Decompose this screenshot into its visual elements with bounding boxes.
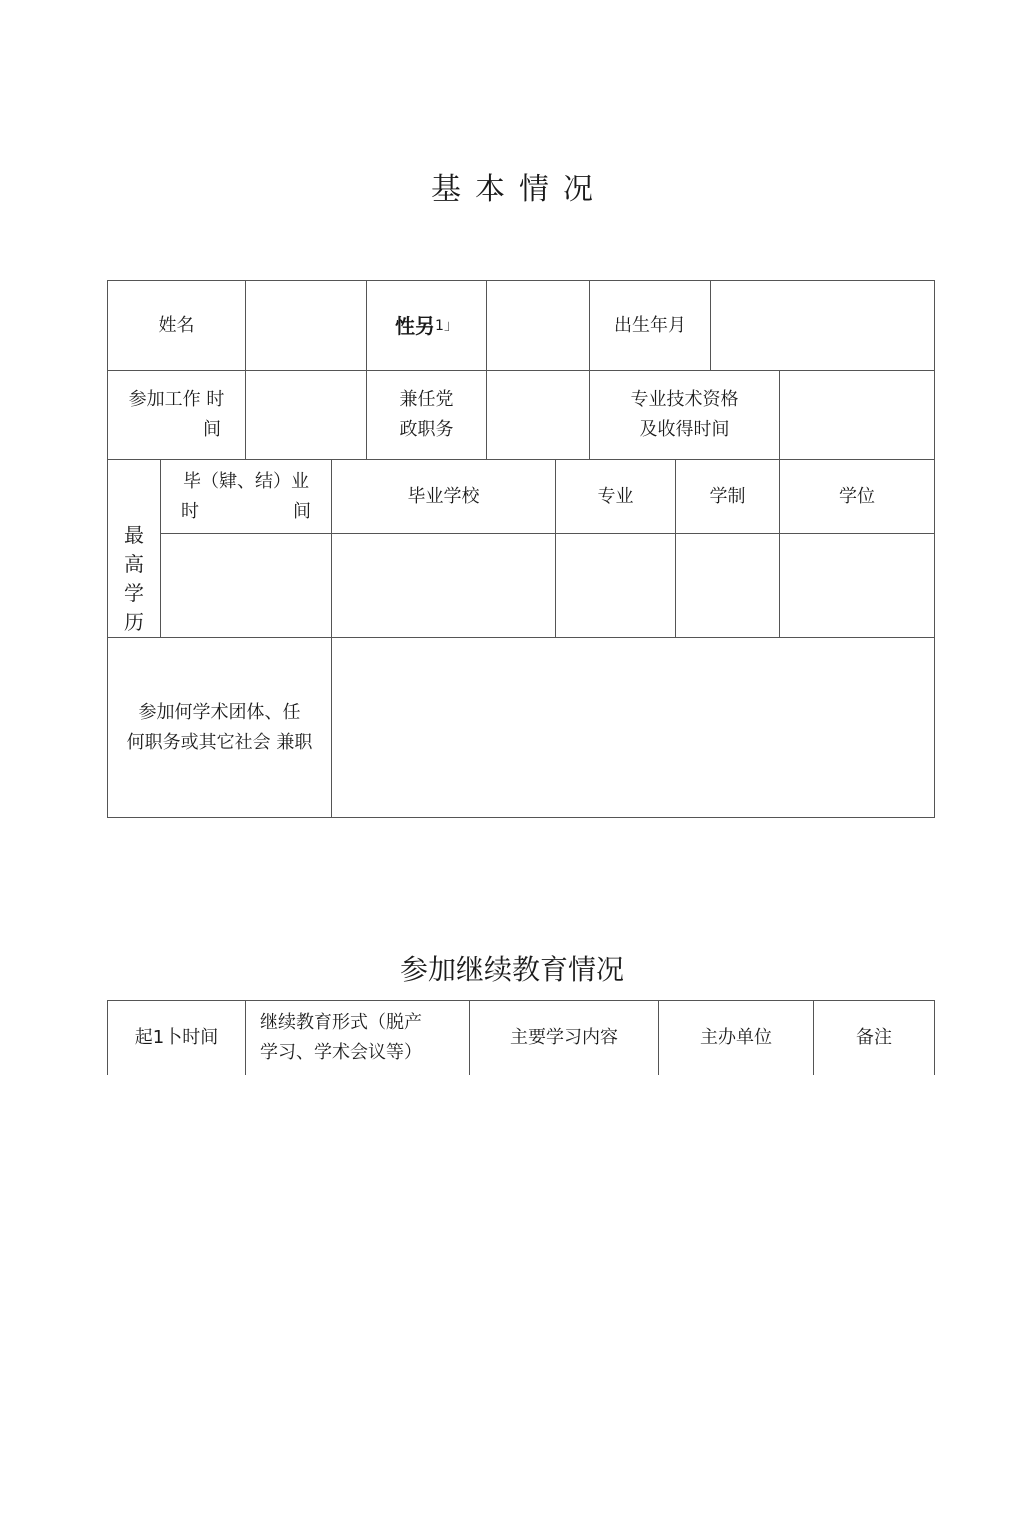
study-content-header: 主要学习内容 (510, 1027, 618, 1048)
graduation-time-field[interactable] (161, 534, 331, 637)
party-post-field[interactable] (487, 371, 589, 459)
organizer-header: 主办单位 (700, 1027, 772, 1048)
major-field[interactable] (556, 534, 675, 637)
qualification-label: 专业技术资格 及收得时间 (630, 389, 739, 440)
highest-education-label: 最 高 学 历 (124, 523, 144, 634)
school-label: 毕业学校 (407, 485, 480, 507)
duration-label: 学制 (709, 485, 746, 507)
major-label: 专业 (597, 485, 634, 507)
period-header: 起1卜时间 (134, 1027, 219, 1048)
table-line (107, 817, 935, 818)
birth-date-label: 出生年月 (614, 314, 686, 336)
page-title-basic-info: 基本情况 (431, 172, 607, 207)
work-start-time-field[interactable] (246, 371, 366, 459)
graduation-time-label: 毕（肄、结）业 时 间 (181, 470, 311, 522)
gender-label: 性另 1」 (395, 313, 458, 338)
academic-society-label: 参加何学术团体、任 何职务或其它社会 兼职 (126, 701, 313, 753)
education-form-header: 继续教育形式（脱产 学习、学术会议等） (260, 1012, 422, 1063)
page-title-continuing-education: 参加继续教育情况 (399, 953, 624, 986)
party-post-label: 兼任党 政职务 (399, 389, 454, 440)
school-field[interactable] (332, 534, 555, 637)
work-start-time-label: 参加工作 时 间 (128, 389, 225, 440)
remarks-header: 备注 (856, 1027, 892, 1048)
academic-society-field[interactable] (332, 638, 934, 817)
qualification-field[interactable] (780, 371, 934, 459)
duration-field[interactable] (676, 534, 779, 637)
name-field[interactable] (246, 281, 366, 370)
name-label: 姓名 (158, 314, 195, 336)
birth-date-field[interactable] (711, 281, 934, 370)
table-line (934, 280, 935, 818)
table-line (934, 1000, 935, 1075)
degree-label: 学位 (839, 485, 875, 507)
gender-field[interactable] (487, 281, 589, 370)
degree-field[interactable] (780, 534, 934, 637)
